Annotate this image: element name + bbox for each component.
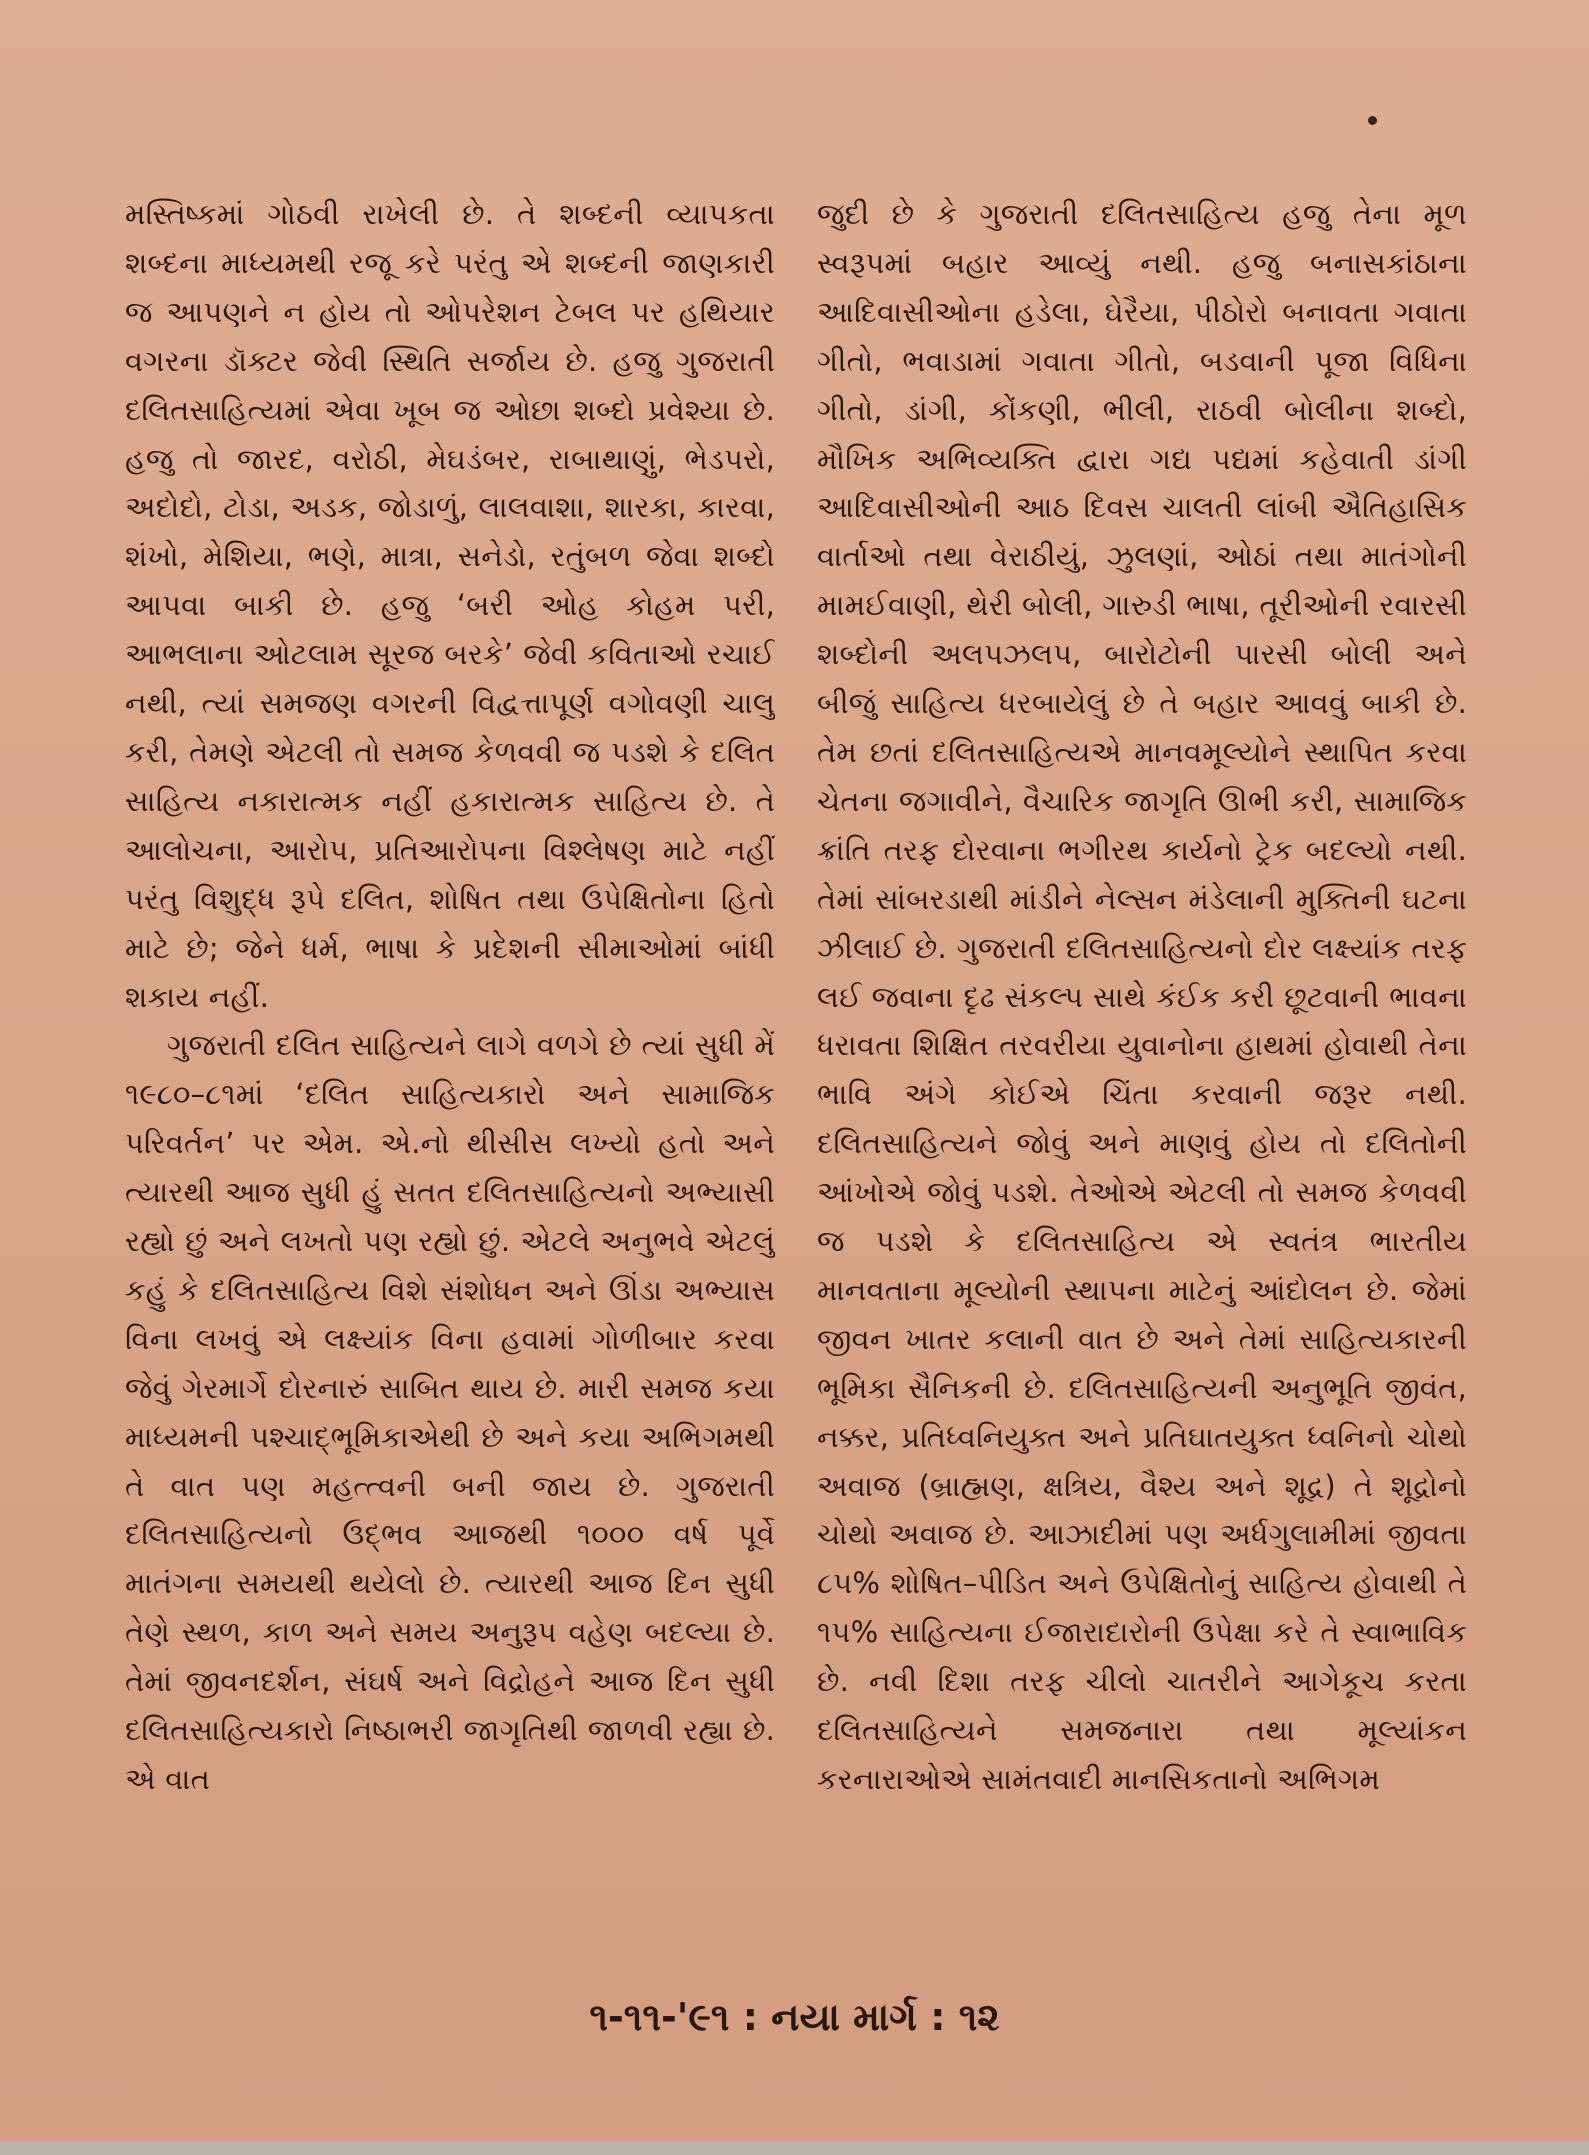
right-paragraph-1: જુદી છે કે ગુજરાતી દલિતસાહિત્ય હજુ તેના મૂળ સ્વરૂપમાં બહાર આવ્યું નથી. હજુ બનાસકાંઠાના આદિવાસીઓના હડેલા, ઘેરૈયા, પીઠોરો બનાવતા ગવાતા ગીતો, ભવાડામાં ગવાતા ગીતો, બડવાની પૂજા વિધિના ગીતો, ડાંગી, કોંકણી, ભીલી, રાઠવી બોલીના શબ્દો, મૌખિક અભિવ્યક્તિ દ્વારા ગદ્ય પદ્યમાં કહેવાતી ડાંગી આદિવાસીઓની આઠ દિવસ ચાલતી લાંબી ઐતિહાસિક વાર્તાઓ તથા વેરાઠીયું, ઝુલણાં, ઓઠાં તથા માતંગોની મામઈવાણી, થેરી બોલી, ગારુડી ભાષા, તૂરીઓની રવારસી શબ્દોની અલપઝલપ, બારોટોની પારસી બોલી અને બીજું સાહિત્ય ધરબાયેલું છે તે બહાર આવવું બાકી છે. તેમ છતાં દલિતસાહિત્યએ માનવમૂલ્યોને સ્થાપિત કરવા ચેતના જગાવીને, વૈચારિક જાગૃતિ ઊભી કરી, સામાજિક ક્રાંતિ તરફ દોરવાના ભગીરથ કાર્યનો ટ્રેક બદલ્યો નથી. તેમાં સાંબરડાથી માંડીને નેલ્સન મંડેલાની મુક્તિની ઘટના ઝીલાઈ છે. ગુજરાતી દલિતસાહિત્યનો દોર લક્ષ્યાંક તરફ લઈ જવાના દૃઢ સંકલ્પ સાથે કંઈક કરી છૂટવાની ભાવના ધરાવતા શિક્ષિત તરવરીયા યુવાનોના હાથમાં હોવાથી તેના ભાવિ અંગે કોઈએ ચિંતા કરવાની જરૂર નથી. દલિતસાહિત્યને જોવું અને માણવું હોય તો દલિતોની આંખોએ જોવું પડશે. તેઓએ એટલી તો સમજ કેળવવી જ પડશે કે દલિતસાહિત્ય એ સ્વતંત્ર ભારતીય માનવતાના મૂલ્યોની સ્થાપના માટેનું આંદોલન છે. જેમાં જીવન ખાતર કલાની વાત છે અને તેમાં સાહિત્યકારની ભૂમિકા સૈનિકની છે. દલિતસાહિત્યની અનુભૂતિ જીવંત, નક્કર, પ્રતિધ્વનિયુક્ત અને પ્રતિઘાતયુક્ત ધ્વનિનો ચોથો અવાજ (બ્રાહ્મણ, ક્ષત્રિય, વૈશ્ય અને શૂદ્ર) તે શૂદ્રોનો ચોથો અવાજ છે. આઝાદીમાં પણ અર્ધગુલામીમાં જીવતા ૮૫% શોષિત–પીડિત અને ઉપેક્ષિતોનું સાહિત્ય હોવાથી તે ૧૫% સાહિત્યના ઈજારાદારોની ઉપેક્ષા કરે તે સ્વાભાવિક છે. નવી દિશા તરફ ચીલો ચાતરીને આગેકૂચ કરતા દલિતસાહિત્યને સમજનારા તથા મૂલ્યાંકન કરનારાઓએ સામંતવાદી માનસિકતાનો અભિગમ (817, 197, 1467, 1796)
scan-bottom-edge (0, 2141, 1589, 2155)
ink-dot (1368, 116, 1377, 125)
left-column (125, 190, 775, 1804)
right-column (817, 190, 1467, 1804)
left-paragraph-2: ગુજરાતી દલિત સાહિત્યને લાગે વળગે છે ત્યાં સુધી મેં ૧૯૮૦–૮૧માં ‘દલિત સાહિત્યકારો અને સામાજિક પરિવર્તન’ પર એમ. એ.નો થીસીસ લખ્યો હતો અને ત્યારથી આજ સુધી હું સતત દલિતસાહિત્યનો અભ્યાસી રહ્યો છું અને લખતો પણ રહ્યો છું. એટલે અનુભવે એટલું કહું કે દલિતસાહિત્ય વિશે સંશોધન અને ઊંડા અભ્યાસ વિના લખવું એ લક્ષ્યાંક વિના હવામાં ગોળીબાર કરવા જેવું ગેરમાર્ગે દોરનારું સાબિત થાય છે. મારી સમજ કયા માધ્યમની પશ્ચાદ્ભૂમિકાએથી છે અને કયા અભિગમથી તે વાત પણ મહત્ત્વની બની જાય છે. ગુજરાતી દલિતસાહિત્યનો ઉદ્ભવ આજથી ૧૦૦૦ વર્ષ પૂર્વે માતંગના સમયથી થયેલો છે. ત્યારથી આજ દિન સુધી તેણે સ્થળ, કાળ અને સમય અનુરૂપ વહેણ બદલ્યા છે. તેમાં જીવનદર્શન, સંઘર્ષ અને વિદ્રોહને આજ દિન સુધી દલિતસાહિત્યકારો નિષ્ઠાભરી જાગૃતિથી જાળવી રહ્યા છે. એ વાત (125, 1028, 775, 1796)
page-footer: ૧-૧૧-'૯૧ : નયા માર્ગ : ૧૨ (589, 1995, 1000, 2039)
left-paragraph-1: મસ્તિષ્કમાં ગોઠવી રાખેલી છે. તે શબ્દની વ્યાપકતા શબ્દના માધ્યમથી રજૂ કરે પરંતુ એ શબ્દની જાણકારી જ આપણને ન હોય તો ઓપરેશન ટેબલ પર હથિયાર વગરના ડૉક્ટર જેવી સ્થિતિ સર્જાય છે. હજુ ગુજરાતી દલિતસાહિત્યમાં એવા ખૂબ જ ઓછા શબ્દો પ્રવેશ્યા છે. હજુ તો જારદ, વરોઠી, મેઘડંબર, રાબાથાણું, ભેડપરો, અદોદો, ટોડા, અડક, જોડાળું, લાલવાશા, શારકા, કારવા, શંખો, મેશિયા, ભણે, માત્રા, સનેડો, રતુંબળ જેવા શબ્દો આપવા બાકી છે. હજુ ‘બરી ઓહ કોહમ પરી, આભલાના ઓટલામ સૂરજ બરકે’ જેવી કવિતાઓ રચાઈ નથી, ત્યાં સમજણ વગરની વિદ્વત્તાપૂર્ણ વગોવણી ચાલુ કરી, તેમણે એટલી તો સમજ કેળવવી જ પડશે કે દલિત સાહિત્ય નકારાત્મક નહીં હકારાત્મક સાહિત્ય છે. તે આલોચના, આરોપ, પ્રતિઆરોપના વિશ્લેષણ માટે નહીં પરંતુ વિશુદ્ધ રૂપે દલિત, શોષિત તથા ઉપેક્ષિતોના હિતો માટે છે; જેને ધર્મ, ભાષા કે પ્રદેશની સીમાઓમાં બાંધી શકાય નહીં. (125, 197, 775, 1014)
